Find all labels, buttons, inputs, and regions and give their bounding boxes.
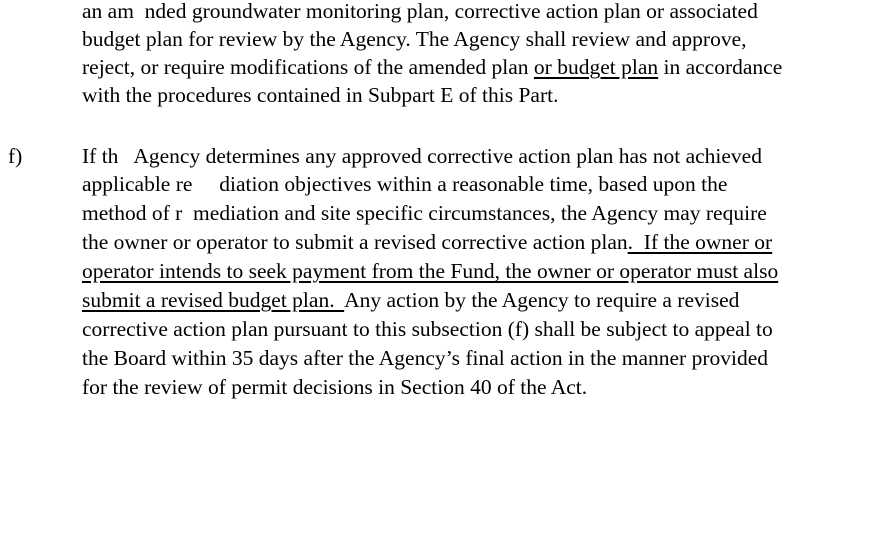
subsection-f-line-2: applicable re diation objectives within a reasonable time, based upon the <box>82 172 728 196</box>
paragraph-e-line-1: an am nded groundwater monitoring plan, corrective action plan or associated <box>82 0 758 23</box>
subsection-f-line-3: method of r mediation and site specific circumstances, the Agency may require <box>82 201 767 225</box>
paragraph-e-line-3 <box>82 53 782 81</box>
subsection-f-line-9: for the review of permit decisions in Section 40 of the Act. <box>82 375 588 399</box>
paragraph-e-line-3-text: reject, or require modifications of the amended plan <box>82 55 534 79</box>
paragraph-e-line-4: with the procedures contained in Subpart E of this Part. <box>82 83 559 107</box>
inserted-text-line-6: submit a revised budget plan. <box>82 288 345 312</box>
paragraph-e-line-3-tail: in accordance <box>658 55 783 79</box>
subsection-f-marker: f) <box>8 144 23 168</box>
subsection-f-line-7: corrective action plan pursuant to this subsection (f) shall be subject to appeal to <box>82 317 773 341</box>
subsection-f-line-1: If th Agency determines any approved corrective action plan has not achieved <box>82 144 762 168</box>
inserted-text-budget-plan: or budget plan <box>533 55 659 79</box>
inserted-text-line-5: operator intends to seek payment from the Fund, the owner or operator must also <box>82 259 779 283</box>
inserted-text-line-4: . If the owner or <box>627 230 773 254</box>
subsection-f-line-4-text: the owner or operator to submit a revised corrective action plan <box>82 230 628 254</box>
subsection-f-line-6-tail: Any action by the Agency to require a revised <box>344 288 740 312</box>
paragraph-e-line-2: budget plan for review by the Agency. The Agency shall review and approve, <box>82 27 747 51</box>
subsection-f-line-6 <box>82 286 739 314</box>
subsection-f-line-8: the Board within 35 days after the Agency’s final action in the manner provided <box>82 346 769 370</box>
subsection-f-line-5 <box>82 257 778 285</box>
subsection-f-line-4 <box>82 228 772 256</box>
